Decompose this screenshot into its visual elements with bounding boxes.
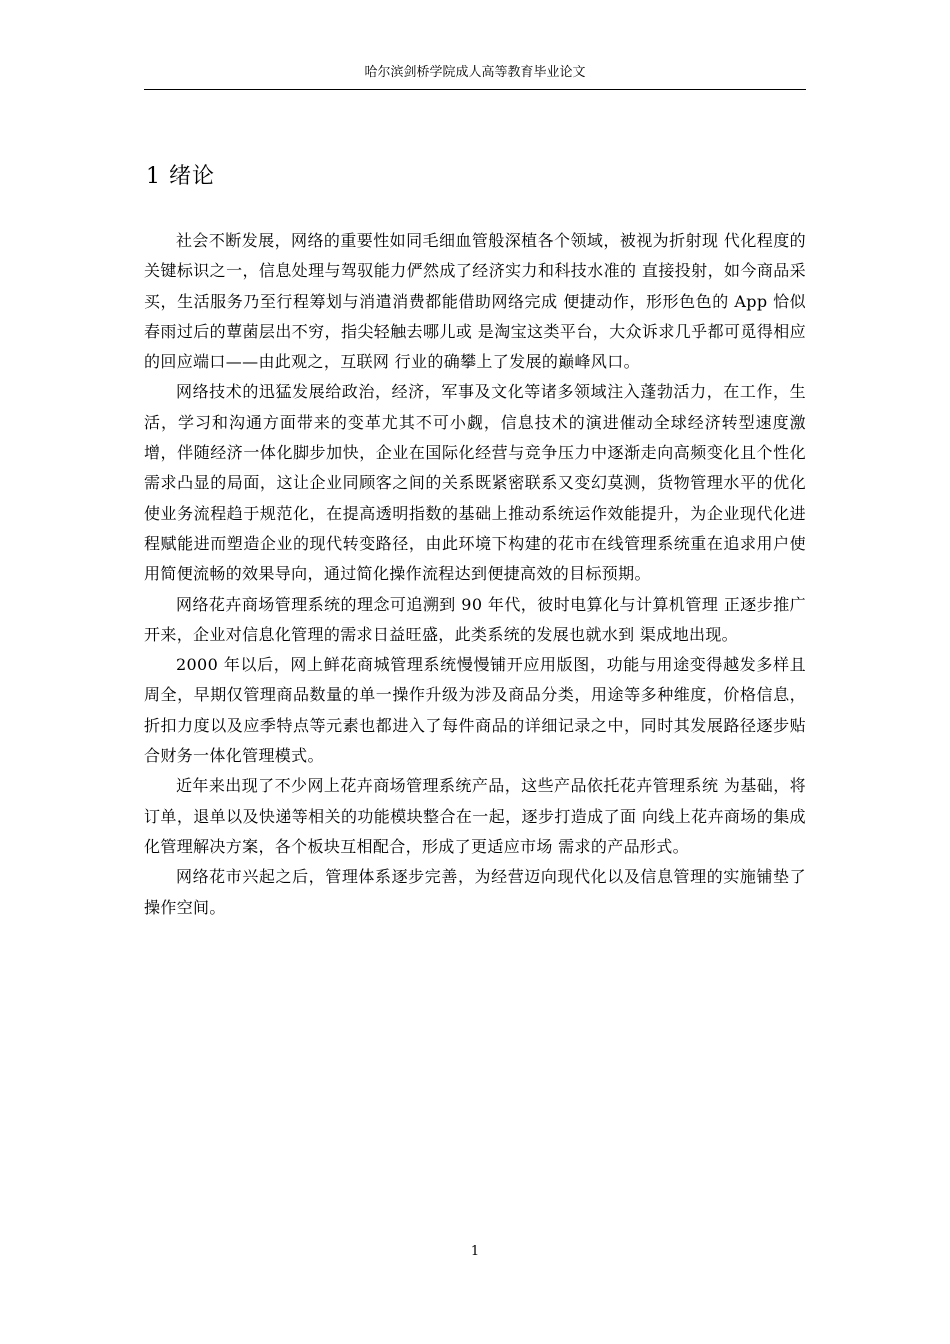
page-number: 1 [470,1244,480,1259]
paragraph: 近年来出现了不少网上花卉商场管理系统产品，这些产品依托花卉管理系统 为基础，将订单，退单以及快递等相关的功能模块整合在一起，逐步打造成了面 向线上花卉商场的集成化管理解决方案，各个板块互相配合，形成了更适应市场 需求的产品形式。 [144,776,806,856]
chapter-title: 1 绪论 [146,164,215,189]
paragraph: 社会不断发展，网络的重要性如同毛细血管般深植各个领域，被视为折射现 代化程度的关键标识之一，信息处理与驾驭能力俨然成了经济实力和科技水准的 直接投射，如今商品采买，生活服务乃至行程筹划与消遣消费都能借助网络完成 便捷动作，形形色色的 App 恰似春雨过后的蕈菌层出不穷，指尖轻触去哪儿或 是淘宝这类平台，大众诉求几乎都可觅得相应的回应端口——由此观之，互联网 行业的确攀上了发展的巅峰风口。 [144,231,806,372]
header-title: 哈尔滨剑桥学院成人高等教育毕业论文 [364,65,586,80]
page-header [144,63,806,90]
paragraph: 网络技术的迅猛发展给政治，经济，军事及文化等诸多领域注入蓬勃活力，在工作，生活，学习和沟通方面带来的变革尤其不可小觑，信息技术的演进催动全球经济转型速度激增，伴随经济一体化脚步加快，企业在国际化经营与竞争压力中逐渐走向高频变化且个性化需求凸显的局面，这让企业同顾客之间的关系既紧密联系又变幻莫测，货物管理水平的优化使业务流程趋于规范化，在提高透明指数的基础上推动系统运作效能提升，为企业现代化进程赋能进而塑造企业的现代转变路径，由此环境下构建的花市在线管理系统重在追求用户使用简便流畅的效果导向，通过简化操作流程达到便捷高效的目标预期。 [144,382,806,584]
body-text [144,226,806,923]
paragraph: 网络花市兴起之后，管理体系逐步完善，为经营迈向现代化以及信息管理的实施铺垫了操作空间。 [144,867,806,917]
paragraph: 网络花卉商场管理系统的理念可追溯到 90 年代，彼时电算化与计算机管理 正逐步推广开来，企业对信息化管理的需求日益旺盛，此类系统的发展也就水到 渠成地出现。 [144,594,806,644]
paragraph: 2000 年以后，网上鲜花商城管理系统慢慢铺开应用版图，功能与用途变得越发多样且周全，早期仅管理商品数量的单一操作升级为涉及商品分类，用途等多种维度，价格信息，折扣力度以及应季特点等元素也都进入了每件商品的详细记录之中，同时其发展路径逐步贴合财务一体化管理模式。 [144,655,806,766]
